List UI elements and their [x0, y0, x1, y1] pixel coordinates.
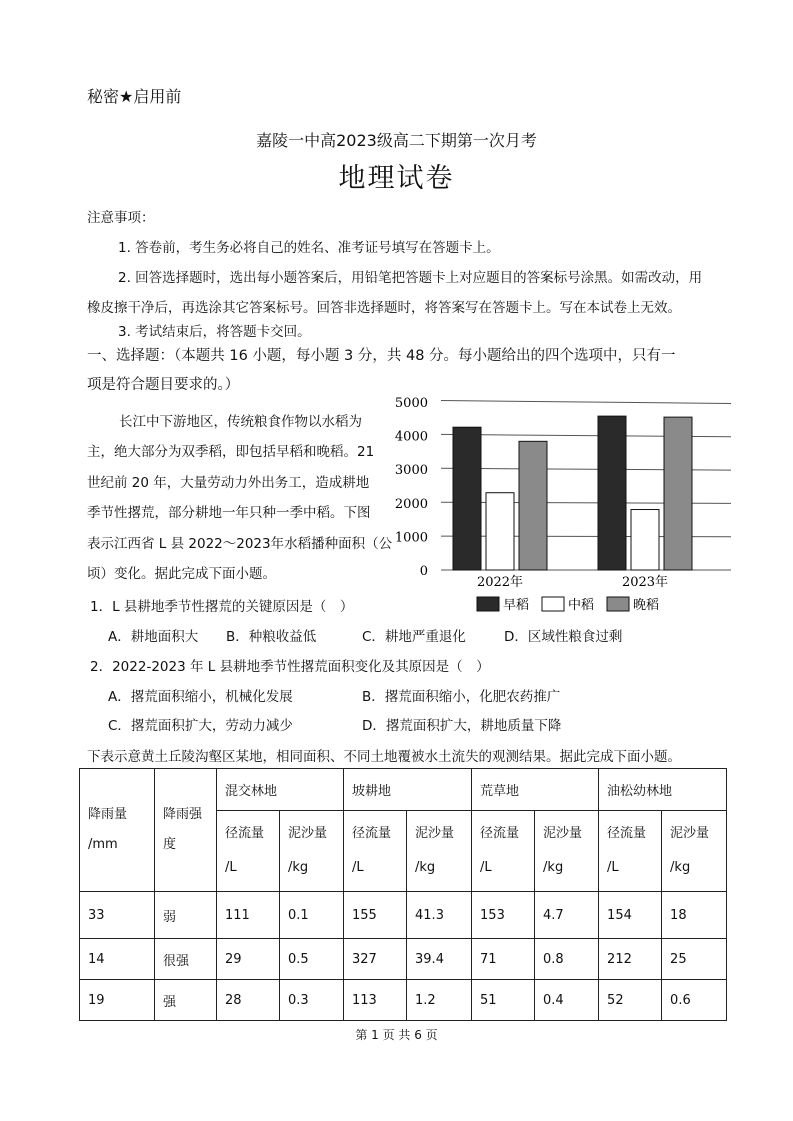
table-cell: 1.2	[407, 980, 472, 1021]
q2-option-a: A．撂荒面积缩小，机械化发展	[108, 689, 293, 705]
table-cell: 327	[344, 939, 407, 980]
notice-item-2: 2. 回答选择题时，选出每小题答案后，用铅笔把答题卡上对应题目的答案标号涂黑。如需改动，用	[118, 270, 703, 286]
table-cell: 很强	[155, 939, 217, 980]
erosion-table	[79, 768, 727, 1021]
q2-option-d: D．撂荒面积扩大，耕地质量下降	[362, 718, 562, 734]
section-heading-cont: 项是符合题目要求的。）	[87, 377, 240, 393]
table-cell: 33	[80, 892, 155, 939]
table-row	[80, 980, 727, 1021]
gridline	[441, 401, 731, 404]
subheader-sediment: 泥沙量 /kg	[407, 811, 472, 892]
bar	[486, 493, 514, 570]
notice-item-3: 3. 考试结束后，将答题卡交回。	[118, 324, 311, 340]
table-cell: 强	[155, 980, 217, 1021]
table-cell: 41.3	[407, 892, 472, 939]
header-rainfall: 降雨量 /mm	[80, 769, 155, 892]
bar	[519, 441, 547, 570]
intro-line: 季节性撂荒，部分耕地一年只种一季中稻。下图	[87, 505, 371, 522]
legend-swatch	[607, 597, 629, 611]
header-group: 坡耕地	[344, 769, 472, 811]
table-row	[80, 939, 727, 980]
intro-line: 长江中下游地区，传统粮食作物以水稻为	[119, 414, 362, 430]
subheader-runoff: 径流量 /L	[217, 811, 280, 892]
subheader-runoff: 径流量 /L	[344, 811, 407, 892]
bar	[453, 427, 481, 570]
intro-line: 主，绝大部分为双季稻，即包括早稻和晚稻。21	[87, 444, 375, 461]
q1-option-b: B．种粮收益低	[226, 629, 317, 645]
x-category-label: 2022年	[476, 575, 524, 590]
notice-item-1: 1. 答卷前，考生务必将自己的姓名、准考证号填写在答题卡上。	[118, 240, 500, 256]
table-intro: 下表示意黄土丘陵沟壑区某地，相同面积、不同土地覆被水土流失的观测结果。据此完成下面小题。	[87, 749, 681, 765]
question-1-stem: 1．L 县耕地季节性撂荒的关键原因是（ ）	[90, 599, 354, 615]
table-cell: 71	[472, 939, 535, 980]
table-cell: 19	[80, 980, 155, 1021]
subheader-sediment: 泥沙量 /kg	[280, 811, 344, 892]
y-tick-label: 5000	[394, 396, 428, 411]
rice-area-bar-chart	[385, 388, 733, 618]
x-category-label: 2023年	[621, 575, 669, 590]
table-row	[80, 892, 727, 939]
secret-label: 秘密★启用前	[87, 87, 182, 106]
table-cell: 113	[344, 980, 407, 1021]
intro-line: 表示江西省 L 县 2022～2023年水稻播种面积（公	[87, 535, 393, 552]
legend-label: 晚稻	[633, 598, 660, 613]
notice-title: 注意事项：	[87, 210, 155, 226]
table-cell: 154	[599, 892, 662, 939]
header-group: 油松幼林地	[599, 769, 727, 811]
table-cell: 212	[599, 939, 662, 980]
table-cell: 52	[599, 980, 662, 1021]
table-cell: 39.4	[407, 939, 472, 980]
subheader-sediment: 泥沙量 /kg	[662, 811, 727, 892]
bar	[631, 510, 659, 570]
table-cell: 111	[217, 892, 280, 939]
table-cell: 0.1	[280, 892, 344, 939]
subheader-runoff: 径流量 /L	[599, 811, 662, 892]
table-cell: 25	[662, 939, 727, 980]
exam-title: 嘉陵一中高2023级高二下期第一次月考	[256, 131, 537, 150]
table-cell: 14	[80, 939, 155, 980]
bar	[664, 417, 692, 570]
legend-label: 中稻	[568, 598, 595, 613]
q1-option-d: D．区域性粮食过剩	[504, 629, 623, 645]
table-cell: 0.4	[535, 980, 599, 1021]
section-heading: 一、选择题：（本题共 16 小题，每小题 3 分，共 48 分。每小题给出的四个选项中，只有一	[87, 348, 676, 364]
table-cell: 0.3	[280, 980, 344, 1021]
intro-line: 世纪前 20 年，大量劳动力外出务工，造成耕地	[87, 474, 370, 491]
table-cell: 51	[472, 980, 535, 1021]
subheader-runoff: 径流量 /L	[472, 811, 535, 892]
q2-option-c: C．撂荒面积扩大，劳动力减少	[108, 718, 293, 734]
table-cell: 弱	[155, 892, 217, 939]
table-cell: 153	[472, 892, 535, 939]
table-cell: 155	[344, 892, 407, 939]
header-group: 荒草地	[472, 769, 599, 811]
intro-paragraph	[87, 407, 393, 589]
table-cell: 4.7	[535, 892, 599, 939]
table-cell: 0.5	[280, 939, 344, 980]
bar	[598, 416, 626, 570]
y-tick-label: 4000	[394, 429, 428, 445]
q2-option-b: B．撂荒面积缩小，化肥农药推广	[362, 689, 561, 705]
header-group: 混交林地	[217, 769, 344, 811]
q1-option-a: A．耕地面积大	[108, 629, 199, 645]
y-tick-label: 0	[419, 564, 428, 579]
intro-line: 顷）变化。据此完成下面小题。	[87, 566, 276, 583]
table-cell: 28	[217, 980, 280, 1021]
table-cell: 0.6	[662, 980, 727, 1021]
legend-swatch	[477, 597, 499, 611]
subheader-sediment: 泥沙量 /kg	[535, 811, 599, 892]
table-cell: 0.8	[535, 939, 599, 980]
y-tick-label: 2000	[394, 496, 428, 512]
notice-item-2-cont: 橡皮擦干净后，再选涂其它答案标号。回答非选择题时，将答案写在答题卡上。写在本试卷上无效。	[87, 300, 681, 316]
table-cell: 18	[662, 892, 727, 939]
header-intensity: 降雨强 度	[155, 769, 217, 892]
y-tick-label: 1000	[394, 530, 428, 546]
question-2-stem: 2．2022-2023 年 L 县耕地季节性撂荒面积变化及其原因是（ ）	[90, 659, 490, 675]
legend-label: 早稻	[503, 598, 530, 613]
y-tick-label: 3000	[394, 463, 428, 479]
page-footer: 第 1 页 共 6 页	[355, 1028, 438, 1042]
legend-swatch	[542, 597, 564, 611]
table-cell: 29	[217, 939, 280, 980]
q1-option-c: C．耕地严重退化	[362, 629, 466, 645]
subject-title: 地理试卷	[338, 163, 455, 194]
